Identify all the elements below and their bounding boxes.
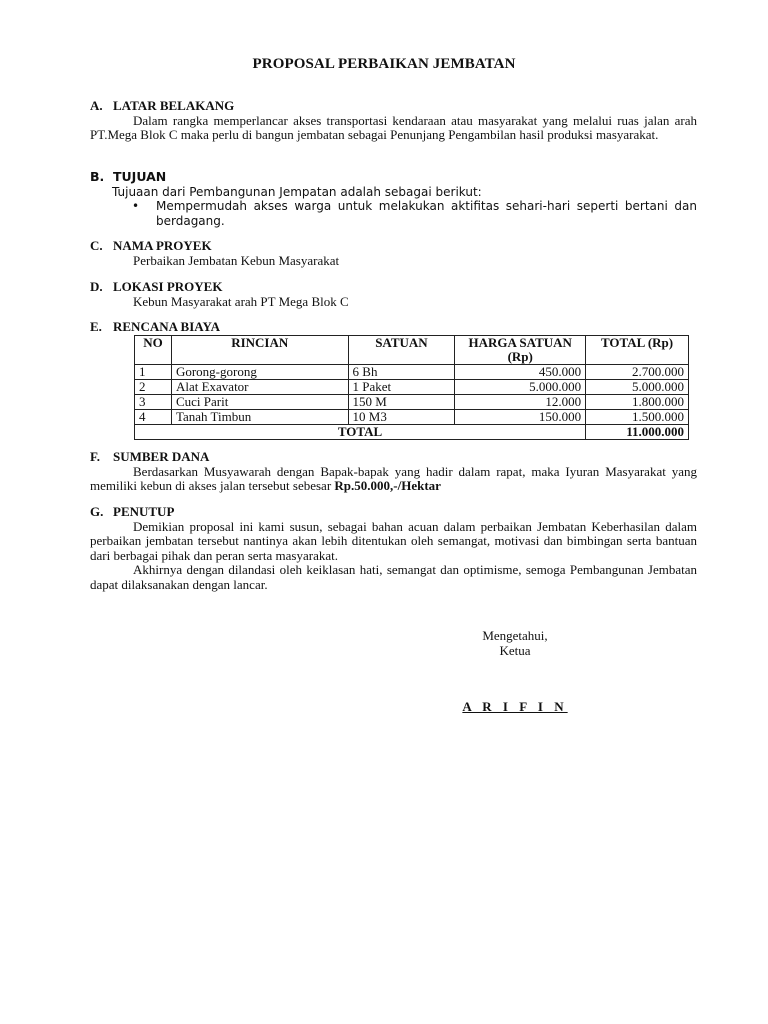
- section-penutup: [90, 505, 697, 592]
- signature-mengetahui: Mengetahui,: [482, 628, 548, 643]
- section-letter: D.: [90, 279, 103, 294]
- cell-satuan: 10 M3: [348, 410, 455, 425]
- section-letter: E.: [90, 319, 102, 334]
- section-nama-proyek: [90, 239, 697, 268]
- section-text: Perbaikan Jembatan Kebun Masyarakat: [133, 252, 340, 268]
- iyuran-amount: Rp.50.000,-/Hektar: [334, 478, 441, 493]
- table-row: [135, 365, 689, 380]
- section-intro: Tujuaan dari Pembangunan Jempatan adalah sebagai berikut:: [112, 184, 482, 199]
- section-latar-belakang: [90, 99, 697, 143]
- section-letter: B.: [90, 169, 105, 184]
- section-heading: [90, 450, 697, 465]
- header-harga-satuan: HARGA SATUAN (Rp): [455, 336, 586, 365]
- section-text: Kebun Masyarakat arah PT Mega Blok C: [133, 293, 349, 309]
- cell-no: 3: [135, 395, 172, 410]
- section-title: LATAR BELAKANG: [113, 98, 235, 113]
- cell-no: 1: [135, 365, 172, 380]
- section-heading: [90, 239, 697, 254]
- signature-name: A R I F I N: [462, 699, 568, 714]
- section-tujuan: [90, 170, 697, 228]
- cell-total: 2.700.000: [586, 365, 689, 380]
- closing-paragraph-2: Akhirnya dengan dilandasi oleh keiklasan hati, semangat dan optimisme, semoga Pembangunan Jembatan dapat dilaksanakan dengan lancar.: [90, 562, 697, 592]
- table-total-row: [135, 425, 689, 440]
- cell-satuan: 1 Paket: [348, 380, 455, 395]
- cell-satuan: 150 M: [348, 395, 455, 410]
- section-title: RENCANA BIAYA: [113, 319, 221, 334]
- cell-no: 4: [135, 410, 172, 425]
- budget-table: [134, 335, 689, 440]
- section-rencana-biaya: [90, 320, 697, 335]
- cell-harga: 450.000: [455, 365, 586, 380]
- table-row: [135, 410, 689, 425]
- cell-satuan: 6 Bh: [348, 365, 455, 380]
- header-no: NO: [135, 336, 172, 365]
- section-title: LOKASI PROYEK: [113, 279, 223, 294]
- section-title: PENUTUP: [113, 504, 175, 519]
- section-title: TUJUAN: [113, 169, 167, 184]
- section-paragraph: Dalam rangka memperlancar akses transportasi kendaraan atau masyarakat yang melalui ruas jalan arah PT.Mega Blok C maka perlu di bangun jembatan sebagai Penunjang Pengambilan hasil produksi masyarakat.: [90, 112, 697, 142]
- section-letter: C.: [90, 238, 103, 253]
- section-paragraph: [90, 465, 697, 494]
- section-title: SUMBER DANA: [113, 449, 210, 464]
- cell-rincian: Tanah Timbun: [171, 410, 348, 425]
- section-heading: [90, 99, 697, 114]
- section-heading: [90, 505, 697, 520]
- header-satuan: SATUAN: [348, 336, 455, 365]
- cell-total: 1.800.000: [586, 395, 689, 410]
- section-heading: [90, 170, 697, 185]
- sumber-dana-text: Berdasarkan Musyawarah dengan Bapak-bapak yang hadir dalam rapat, maka Iyuran Masyarakat yang memiliki kebun di akses jalan tersebut sebesar: [90, 463, 697, 493]
- total-value: 11.000.000: [586, 425, 689, 440]
- section-sumber-dana: [90, 450, 697, 494]
- cell-total: 5.000.000: [586, 380, 689, 395]
- cell-rincian: Alat Exavator: [171, 380, 348, 395]
- cell-harga: 12.000: [455, 395, 586, 410]
- total-label: TOTAL: [135, 425, 586, 440]
- table-header-row: [135, 336, 689, 365]
- section-letter: F.: [90, 449, 100, 464]
- header-total: TOTAL (Rp): [586, 336, 689, 365]
- section-letter: A.: [90, 98, 103, 113]
- cell-harga: 150.000: [455, 410, 586, 425]
- cell-total: 1.500.000: [586, 410, 689, 425]
- signature-ketua: Ketua: [499, 643, 531, 658]
- cell-harga: 5.000.000: [455, 380, 586, 395]
- cell-rincian: Gorong-gorong: [171, 365, 348, 380]
- section-heading: [90, 320, 697, 335]
- cell-no: 2: [135, 380, 172, 395]
- table-row: [135, 380, 689, 395]
- bullet-text: Mempermudah akses warga untuk melakukan aktifitas sehari-hari seperti bertani dan berdagang.: [156, 199, 697, 228]
- bullet-dot: •: [132, 199, 140, 213]
- table-row: [135, 395, 689, 410]
- closing-paragraph-1: Demikian proposal ini kami susun, sebagai bahan acuan dalam perbaikan Jembatan Keberhasilan dalam perbaikan jembatan tersebut nantinya akan lebih ditentukan oleh semangat, motivasi dan bimbingan serta bantuan dari berbagai pihak dan peran serta masyarakat.: [90, 518, 697, 563]
- section-letter: G.: [90, 504, 104, 519]
- header-rincian: RINCIAN: [171, 336, 348, 365]
- section-heading: [90, 280, 697, 295]
- section-lokasi-proyek: [90, 280, 697, 309]
- section-title: NAMA PROYEK: [113, 238, 212, 253]
- document-title: PROPOSAL PERBAIKAN JEMBATAN: [252, 56, 516, 72]
- cell-rincian: Cuci Parit: [171, 395, 348, 410]
- bullet-item: [90, 199, 697, 228]
